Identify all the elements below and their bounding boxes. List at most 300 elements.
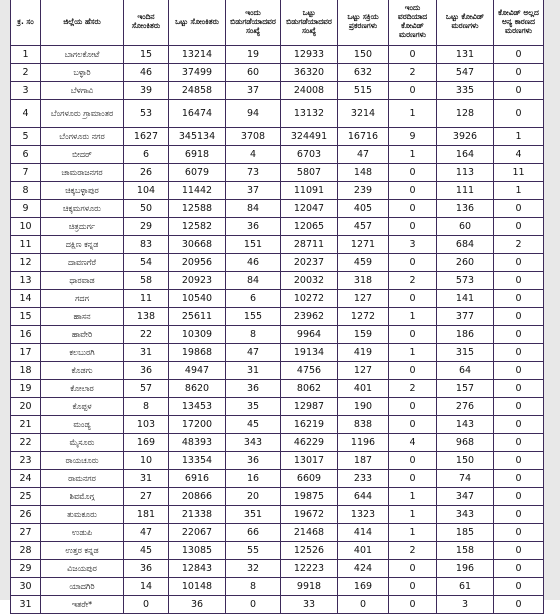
total-cases-cell: 4947 [169,362,226,380]
active-cases-cell: 414 [338,524,389,542]
other-deaths-cell: 0 [494,64,544,82]
today-cases-cell: 104 [124,182,169,200]
other-deaths-cell: 0 [494,416,544,434]
today-cases-cell: 10 [124,452,169,470]
table-row [11,470,544,488]
table-body [11,46,544,614]
total-deaths-cell: 60 [437,218,494,236]
today-cases-cell: 6 [124,146,169,164]
today-cases-cell: 8 [124,398,169,416]
other-deaths-cell: 0 [494,344,544,362]
total-cases-cell: 6079 [169,164,226,182]
total-discharged-cell: 9918 [281,578,338,596]
table-row [11,560,544,578]
total-deaths-cell: 128 [437,100,494,128]
col-today-discharged-header: ಇಂದು ಬಿಡುಗಡೆಯಾದವರ ಸಂಖ್ಯೆ [226,0,281,46]
district-name-cell: ಚಿಕ್ಕಬಳ್ಳಾಪುರ [41,182,124,200]
table-row [11,64,544,82]
total-deaths-cell: 3 [437,596,494,614]
total-deaths-cell: 136 [437,200,494,218]
table-row [11,596,544,614]
today-discharged-cell: 36 [226,452,281,470]
active-cases-cell: 632 [338,64,389,82]
table-header [11,0,544,46]
total-cases-cell: 48393 [169,434,226,452]
today-deaths-cell: 0 [389,164,437,182]
other-deaths-cell: 0 [494,578,544,596]
total-cases-cell: 17200 [169,416,226,434]
district-name-cell: ತುಮಕೂರು [41,506,124,524]
today-deaths-cell: 9 [389,128,437,146]
serial-cell: 15 [11,308,41,326]
district-name-cell: ಚಿತ್ರದುರ್ಗ [41,218,124,236]
table-row [11,272,544,290]
table-row [11,326,544,344]
district-name-cell: ಮಂಡ್ಯ [41,416,124,434]
total-deaths-cell: 547 [437,64,494,82]
today-discharged-cell: 35 [226,398,281,416]
today-discharged-cell: 45 [226,416,281,434]
serial-cell: 4 [11,100,41,128]
district-name-cell: ಬಾಗಲಕೋಟೆ [41,46,124,64]
left-margin [0,0,10,600]
total-deaths-cell: 141 [437,290,494,308]
total-discharged-cell: 8062 [281,380,338,398]
serial-cell: 25 [11,488,41,506]
today-discharged-cell: 4 [226,146,281,164]
other-deaths-cell: 0 [494,488,544,506]
total-cases-cell: 12588 [169,200,226,218]
total-deaths-cell: 968 [437,434,494,452]
right-margin [543,0,560,600]
active-cases-cell: 169 [338,578,389,596]
today-deaths-cell: 2 [389,64,437,82]
col-total-deaths-header: ಒಟ್ಟು ಕೋವಿಡ್ ಮರಣಗಳು [437,0,494,46]
table-row [11,236,544,254]
serial-cell: 3 [11,82,41,100]
total-discharged-cell: 33 [281,596,338,614]
other-deaths-cell: 11 [494,164,544,182]
total-cases-cell: 10540 [169,290,226,308]
today-cases-cell: 14 [124,578,169,596]
today-discharged-cell: 351 [226,506,281,524]
total-discharged-cell: 20032 [281,272,338,290]
table-row [11,416,544,434]
active-cases-cell: 838 [338,416,389,434]
total-discharged-cell: 5807 [281,164,338,182]
serial-cell: 11 [11,236,41,254]
district-name-cell: ಇತರೇ* [41,596,124,614]
total-cases-cell: 20866 [169,488,226,506]
table-row [11,182,544,200]
serial-cell: 31 [11,596,41,614]
other-deaths-cell: 0 [494,362,544,380]
today-deaths-cell: 2 [389,542,437,560]
total-cases-cell: 11442 [169,182,226,200]
today-cases-cell: 53 [124,100,169,128]
today-cases-cell: 29 [124,218,169,236]
active-cases-cell: 1196 [338,434,389,452]
active-cases-cell: 150 [338,46,389,64]
active-cases-cell: 515 [338,82,389,100]
today-cases-cell: 58 [124,272,169,290]
other-deaths-cell: 0 [494,218,544,236]
table-row [11,82,544,100]
today-cases-cell: 57 [124,380,169,398]
district-name-cell: ಚಾಮರಾಜನಗರ [41,164,124,182]
total-discharged-cell: 19134 [281,344,338,362]
other-deaths-cell: 0 [494,596,544,614]
total-discharged-cell: 24008 [281,82,338,100]
active-cases-cell: 3214 [338,100,389,128]
serial-cell: 13 [11,272,41,290]
serial-cell: 17 [11,344,41,362]
total-cases-cell: 36 [169,596,226,614]
table-row [11,506,544,524]
today-discharged-cell: 47 [226,344,281,362]
serial-cell: 16 [11,326,41,344]
today-cases-cell: 138 [124,308,169,326]
table-row [11,452,544,470]
other-deaths-cell: 0 [494,200,544,218]
district-name-cell: ಬೆಳಗಾವಿ [41,82,124,100]
active-cases-cell: 1271 [338,236,389,254]
total-deaths-cell: 157 [437,380,494,398]
today-discharged-cell: 84 [226,272,281,290]
total-discharged-cell: 10272 [281,290,338,308]
total-deaths-cell: 164 [437,146,494,164]
today-deaths-cell: 0 [389,326,437,344]
district-name-cell: ಮೈಸೂರು [41,434,124,452]
today-discharged-cell: 32 [226,560,281,578]
total-cases-cell: 8620 [169,380,226,398]
today-deaths-cell: 1 [389,488,437,506]
total-cases-cell: 13354 [169,452,226,470]
district-name-cell: ಧಾರವಾಡ [41,272,124,290]
today-discharged-cell: 8 [226,326,281,344]
total-deaths-cell: 347 [437,488,494,506]
total-deaths-cell: 3926 [437,128,494,146]
today-deaths-cell: 1 [389,308,437,326]
serial-cell: 28 [11,542,41,560]
table-row [11,398,544,416]
active-cases-cell: 1272 [338,308,389,326]
table-row [11,434,544,452]
today-deaths-cell: 0 [389,200,437,218]
district-name-cell: ಬಳ್ಳಾರಿ [41,64,124,82]
today-deaths-cell: 1 [389,344,437,362]
total-cases-cell: 21338 [169,506,226,524]
total-discharged-cell: 23962 [281,308,338,326]
total-discharged-cell: 13017 [281,452,338,470]
total-discharged-cell: 20237 [281,254,338,272]
today-deaths-cell: 1 [389,146,437,164]
other-deaths-cell: 0 [494,254,544,272]
total-deaths-cell: 61 [437,578,494,596]
total-deaths-cell: 113 [437,164,494,182]
district-name-cell: ಹಾಸನ [41,308,124,326]
total-cases-cell: 10309 [169,326,226,344]
today-discharged-cell: 155 [226,308,281,326]
today-cases-cell: 169 [124,434,169,452]
today-cases-cell: 45 [124,542,169,560]
other-deaths-cell: 1 [494,128,544,146]
total-deaths-cell: 158 [437,542,494,560]
today-cases-cell: 1627 [124,128,169,146]
today-discharged-cell: 0 [226,596,281,614]
total-cases-cell: 22067 [169,524,226,542]
today-deaths-cell: 0 [389,218,437,236]
today-deaths-cell: 1 [389,100,437,128]
total-deaths-cell: 335 [437,82,494,100]
today-discharged-cell: 46 [226,254,281,272]
today-deaths-cell: 0 [389,290,437,308]
table-row [11,200,544,218]
other-deaths-cell: 2 [494,236,544,254]
district-name-cell: ಬೀದರ್ [41,146,124,164]
today-deaths-cell: 0 [389,416,437,434]
today-discharged-cell: 55 [226,542,281,560]
today-discharged-cell: 94 [226,100,281,128]
today-deaths-cell: 3 [389,236,437,254]
active-cases-cell: 187 [338,452,389,470]
other-deaths-cell: 0 [494,290,544,308]
total-discharged-cell: 12047 [281,200,338,218]
total-cases-cell: 25611 [169,308,226,326]
today-discharged-cell: 37 [226,82,281,100]
serial-cell: 22 [11,434,41,452]
today-cases-cell: 103 [124,416,169,434]
table-row [11,308,544,326]
today-discharged-cell: 6 [226,290,281,308]
table-row [11,128,544,146]
total-deaths-cell: 185 [437,524,494,542]
other-deaths-cell: 0 [494,82,544,100]
total-deaths-cell: 377 [437,308,494,326]
serial-cell: 12 [11,254,41,272]
serial-cell: 29 [11,560,41,578]
total-discharged-cell: 28711 [281,236,338,254]
active-cases-cell: 405 [338,200,389,218]
serial-cell: 5 [11,128,41,146]
today-discharged-cell: 151 [226,236,281,254]
today-deaths-cell: 0 [389,254,437,272]
total-cases-cell: 6918 [169,146,226,164]
today-deaths-cell: 0 [389,560,437,578]
district-name-cell: ಹಾವೇರಿ [41,326,124,344]
serial-cell: 18 [11,362,41,380]
table-row [11,524,544,542]
active-cases-cell: 127 [338,362,389,380]
total-deaths-cell: 74 [437,470,494,488]
total-discharged-cell: 12526 [281,542,338,560]
table-row [11,254,544,272]
today-deaths-cell: 4 [389,434,437,452]
other-deaths-cell: 0 [494,326,544,344]
total-discharged-cell: 19672 [281,506,338,524]
today-discharged-cell: 8 [226,578,281,596]
total-cases-cell: 6916 [169,470,226,488]
district-name-cell: ಬೆಂಗಳೂರು ನಗರ [41,128,124,146]
serial-cell: 20 [11,398,41,416]
today-discharged-cell: 73 [226,164,281,182]
today-discharged-cell: 84 [226,200,281,218]
today-cases-cell: 181 [124,506,169,524]
district-name-cell: ಕೊಡಗು [41,362,124,380]
other-deaths-cell: 0 [494,380,544,398]
today-cases-cell: 50 [124,200,169,218]
total-discharged-cell: 21468 [281,524,338,542]
serial-cell: 9 [11,200,41,218]
serial-cell: 14 [11,290,41,308]
today-discharged-cell: 20 [226,488,281,506]
other-deaths-cell: 4 [494,146,544,164]
district-name-cell: ಉತ್ತರ ಕನ್ನಡ [41,542,124,560]
district-name-cell: ಗದಗ [41,290,124,308]
serial-cell: 24 [11,470,41,488]
district-name-cell: ದಕ್ಷಿಣ ಕನ್ನಡ [41,236,124,254]
total-cases-cell: 24858 [169,82,226,100]
district-name-cell: ರಾಮನಗರ [41,470,124,488]
today-discharged-cell: 37 [226,182,281,200]
today-cases-cell: 36 [124,362,169,380]
other-deaths-cell: 0 [494,452,544,470]
active-cases-cell: 401 [338,380,389,398]
today-cases-cell: 11 [124,290,169,308]
table-row [11,344,544,362]
col-active-cases-header: ಒಟ್ಟು ಸಕ್ರಿಯ ಪ್ರಕರಣಗಳು [338,0,389,46]
active-cases-cell: 159 [338,326,389,344]
total-discharged-cell: 12223 [281,560,338,578]
today-discharged-cell: 3708 [226,128,281,146]
total-deaths-cell: 111 [437,182,494,200]
district-name-cell: ಚಿಕ್ಕಮಗಳೂರು [41,200,124,218]
table-row [11,46,544,64]
other-deaths-cell: 0 [494,560,544,578]
total-discharged-cell: 16219 [281,416,338,434]
active-cases-cell: 148 [338,164,389,182]
col-total-cases-header: ಒಟ್ಟು ಸೋಂಕಿತರು [169,0,226,46]
today-cases-cell: 36 [124,560,169,578]
total-cases-cell: 20956 [169,254,226,272]
today-deaths-cell: 1 [389,524,437,542]
total-deaths-cell: 64 [437,362,494,380]
table-row [11,164,544,182]
today-cases-cell: 0 [124,596,169,614]
active-cases-cell: 0 [338,596,389,614]
today-cases-cell: 22 [124,326,169,344]
total-cases-cell: 12843 [169,560,226,578]
district-name-cell: ಯಾದಗಿರಿ [41,578,124,596]
total-cases-cell: 345134 [169,128,226,146]
total-deaths-cell: 315 [437,344,494,362]
total-discharged-cell: 13132 [281,100,338,128]
district-name-cell: ಕೋಲಾರ [41,380,124,398]
serial-cell: 10 [11,218,41,236]
other-deaths-cell: 0 [494,100,544,128]
district-name-cell: ಬೆಂಗಳೂರು ಗ್ರಾಮಾಂತರ [41,100,124,128]
active-cases-cell: 457 [338,218,389,236]
serial-cell: 6 [11,146,41,164]
total-cases-cell: 13214 [169,46,226,64]
total-deaths-cell: 343 [437,506,494,524]
total-discharged-cell: 12987 [281,398,338,416]
active-cases-cell: 459 [338,254,389,272]
active-cases-cell: 1323 [338,506,389,524]
total-discharged-cell: 19875 [281,488,338,506]
total-deaths-cell: 196 [437,560,494,578]
today-cases-cell: 31 [124,470,169,488]
today-cases-cell: 15 [124,46,169,64]
serial-cell: 8 [11,182,41,200]
table-row [11,146,544,164]
today-deaths-cell: 0 [389,578,437,596]
total-cases-cell: 30668 [169,236,226,254]
district-name-cell: ರಾಯಚೂರು [41,452,124,470]
district-name-cell: ಕಲಬುರಗಿ [41,344,124,362]
today-deaths-cell: 0 [389,82,437,100]
active-cases-cell: 190 [338,398,389,416]
district-covid-table [10,0,544,614]
total-deaths-cell: 260 [437,254,494,272]
total-cases-cell: 10148 [169,578,226,596]
table-row [11,362,544,380]
total-deaths-cell: 143 [437,416,494,434]
today-deaths-cell: 0 [389,398,437,416]
today-cases-cell: 39 [124,82,169,100]
active-cases-cell: 239 [338,182,389,200]
other-deaths-cell: 0 [494,506,544,524]
today-cases-cell: 54 [124,254,169,272]
table-row [11,542,544,560]
today-discharged-cell: 36 [226,218,281,236]
total-cases-cell: 13453 [169,398,226,416]
serial-cell: 19 [11,380,41,398]
serial-cell: 1 [11,46,41,64]
total-discharged-cell: 324491 [281,128,338,146]
active-cases-cell: 401 [338,542,389,560]
active-cases-cell: 233 [338,470,389,488]
today-discharged-cell: 16 [226,470,281,488]
other-deaths-cell: 1 [494,182,544,200]
serial-cell: 21 [11,416,41,434]
col-serial-header: ಕ್ರ. ಸಂ [11,0,41,46]
active-cases-cell: 424 [338,560,389,578]
other-deaths-cell: 0 [494,434,544,452]
today-deaths-cell: 0 [389,362,437,380]
today-cases-cell: 46 [124,64,169,82]
active-cases-cell: 318 [338,272,389,290]
today-deaths-cell: 2 [389,272,437,290]
total-discharged-cell: 6609 [281,470,338,488]
today-cases-cell: 31 [124,344,169,362]
serial-cell: 26 [11,506,41,524]
other-deaths-cell: 0 [494,46,544,64]
total-deaths-cell: 131 [437,46,494,64]
table-row [11,380,544,398]
other-deaths-cell: 0 [494,272,544,290]
other-deaths-cell: 0 [494,524,544,542]
table-row [11,218,544,236]
active-cases-cell: 419 [338,344,389,362]
table-row [11,488,544,506]
table-row [11,100,544,128]
table-row [11,290,544,308]
total-cases-cell: 12582 [169,218,226,236]
today-deaths-cell: 0 [389,470,437,488]
today-deaths-cell: 0 [389,46,437,64]
col-total-discharged-header: ಒಟ್ಟು ಬಿಡುಗಡೆಯಾದವರ ಸಂಖ್ಯೆ [281,0,338,46]
